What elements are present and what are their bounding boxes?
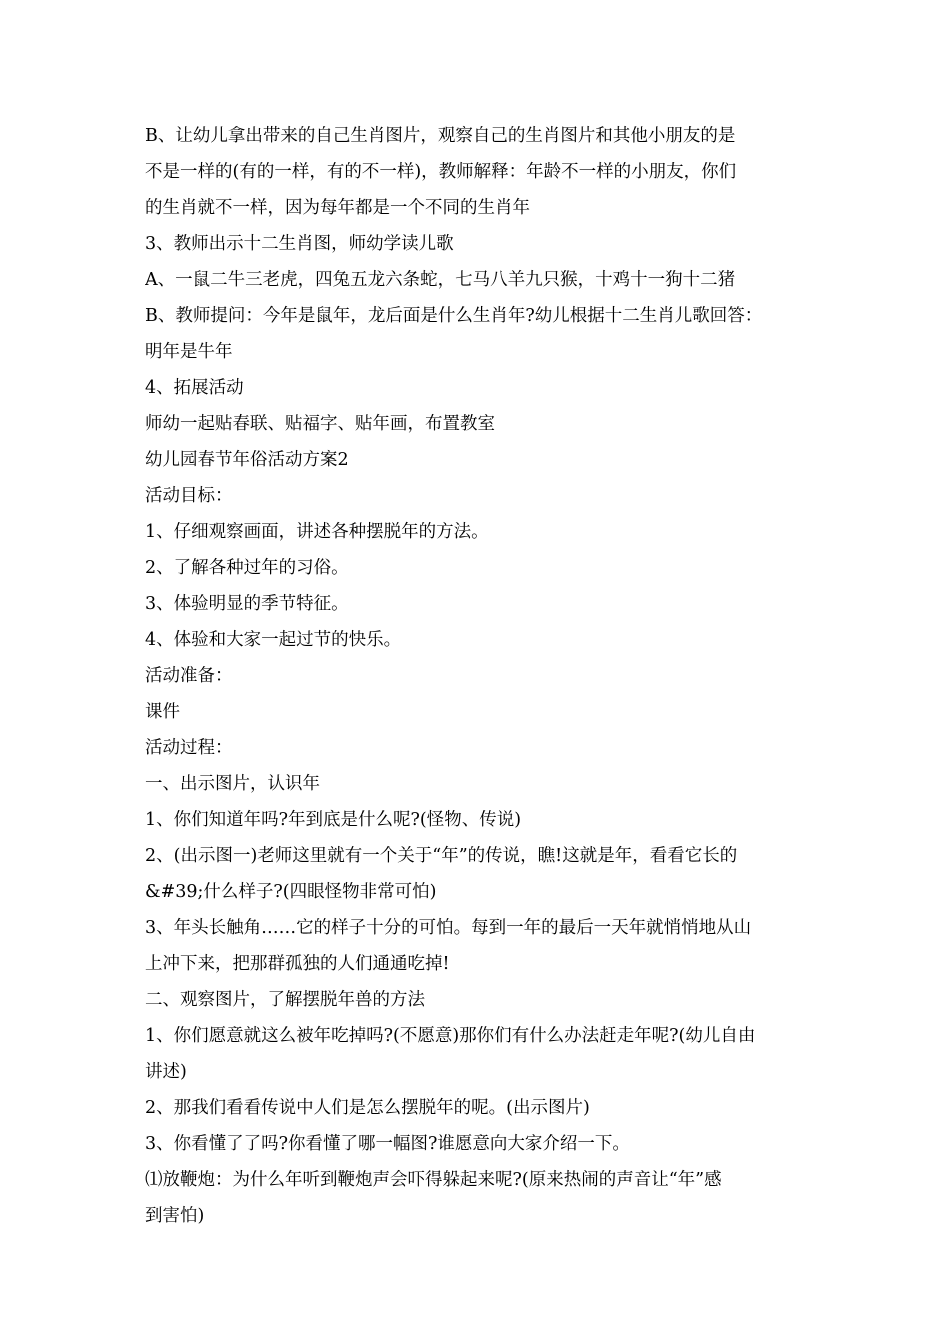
text-line: 的生肖就不一样，因为每年都是一个不同的生肖年 bbox=[145, 198, 530, 218]
text-line: 上冲下来，把那群孤独的人们通通吃掉! bbox=[145, 954, 450, 974]
text-line: B、教师提问：今年是鼠年，龙后面是什么生肖年?幼儿根据十二生肖儿歌回答： bbox=[145, 306, 763, 326]
text-line: 3、年头长触角……它的样子十分的可怕。每到一年的最后一天年就悄悄地从山 bbox=[145, 918, 752, 938]
text-line: 讲述) bbox=[145, 1062, 187, 1082]
text-line: &#39;什么样子?(四眼怪物非常可怕) bbox=[145, 882, 437, 902]
text-line: 二、观察图片，了解摆脱年兽的方法 bbox=[145, 990, 425, 1010]
text-line: 3、教师出示十二生肖图，师幼学读儿歌 bbox=[145, 234, 454, 254]
text-line: A、一鼠二牛三老虎，四兔五龙六条蛇，七马八羊九只猴，十鸡十一狗十二猪 bbox=[145, 270, 736, 290]
text-line: B、让幼儿拿出带来的自己生肖图片，观察自己的生肖图片和其他小朋友的是 bbox=[145, 126, 736, 146]
text-line: 到害怕) bbox=[145, 1206, 205, 1226]
text-line: 师幼一起贴春联、贴福字、贴年画，布置教室 bbox=[145, 414, 495, 434]
text-line: 明年是牛年 bbox=[145, 342, 233, 362]
text-line: 4、拓展活动 bbox=[145, 378, 244, 398]
document-body bbox=[145, 118, 817, 1234]
text-line: 活动目标： bbox=[145, 486, 233, 506]
text-line: 4、体验和大家一起过节的快乐。 bbox=[145, 630, 402, 650]
text-line: 1、仔细观察画面，讲述各种摆脱年的方法。 bbox=[145, 522, 489, 542]
text-line: 3、你看懂了了吗?你看懂了哪一幅图?谁愿意向大家介绍一下。 bbox=[145, 1134, 630, 1154]
text-line: 课件 bbox=[145, 702, 180, 722]
text-line: 1、你们知道年吗?年到底是什么呢?(怪物、传说) bbox=[145, 810, 522, 830]
section-heading: 幼儿园春节年俗活动方案2 bbox=[145, 450, 349, 470]
text-line: 不是一样的(有的一样，有的不一样)，教师解释：年龄不一样的小朋友，你们 bbox=[145, 162, 737, 182]
text-line: 一、出示图片，认识年 bbox=[145, 774, 320, 794]
text-line: 2、那我们看看传说中人们是怎么摆脱年的呢。(出示图片) bbox=[145, 1098, 590, 1118]
text-line: 3、体验明显的季节特征。 bbox=[145, 594, 349, 614]
text-line: ⑴放鞭炮：为什么年听到鞭炮声会吓得躲起来呢?(原来热闹的声音让“年”感 bbox=[145, 1170, 722, 1190]
text-line: 活动准备： bbox=[145, 666, 233, 686]
text-line: 1、你们愿意就这么被年吃掉吗?(不愿意)那你们有什么办法赶走年呢?(幼儿自由 bbox=[145, 1026, 756, 1046]
text-line: 2、(出示图一)老师这里就有一个关于“年”的传说，瞧!这就是年，看看它长的 bbox=[145, 846, 738, 866]
text-line: 活动过程： bbox=[145, 738, 233, 758]
text-line: 2、了解各种过年的习俗。 bbox=[145, 558, 349, 578]
